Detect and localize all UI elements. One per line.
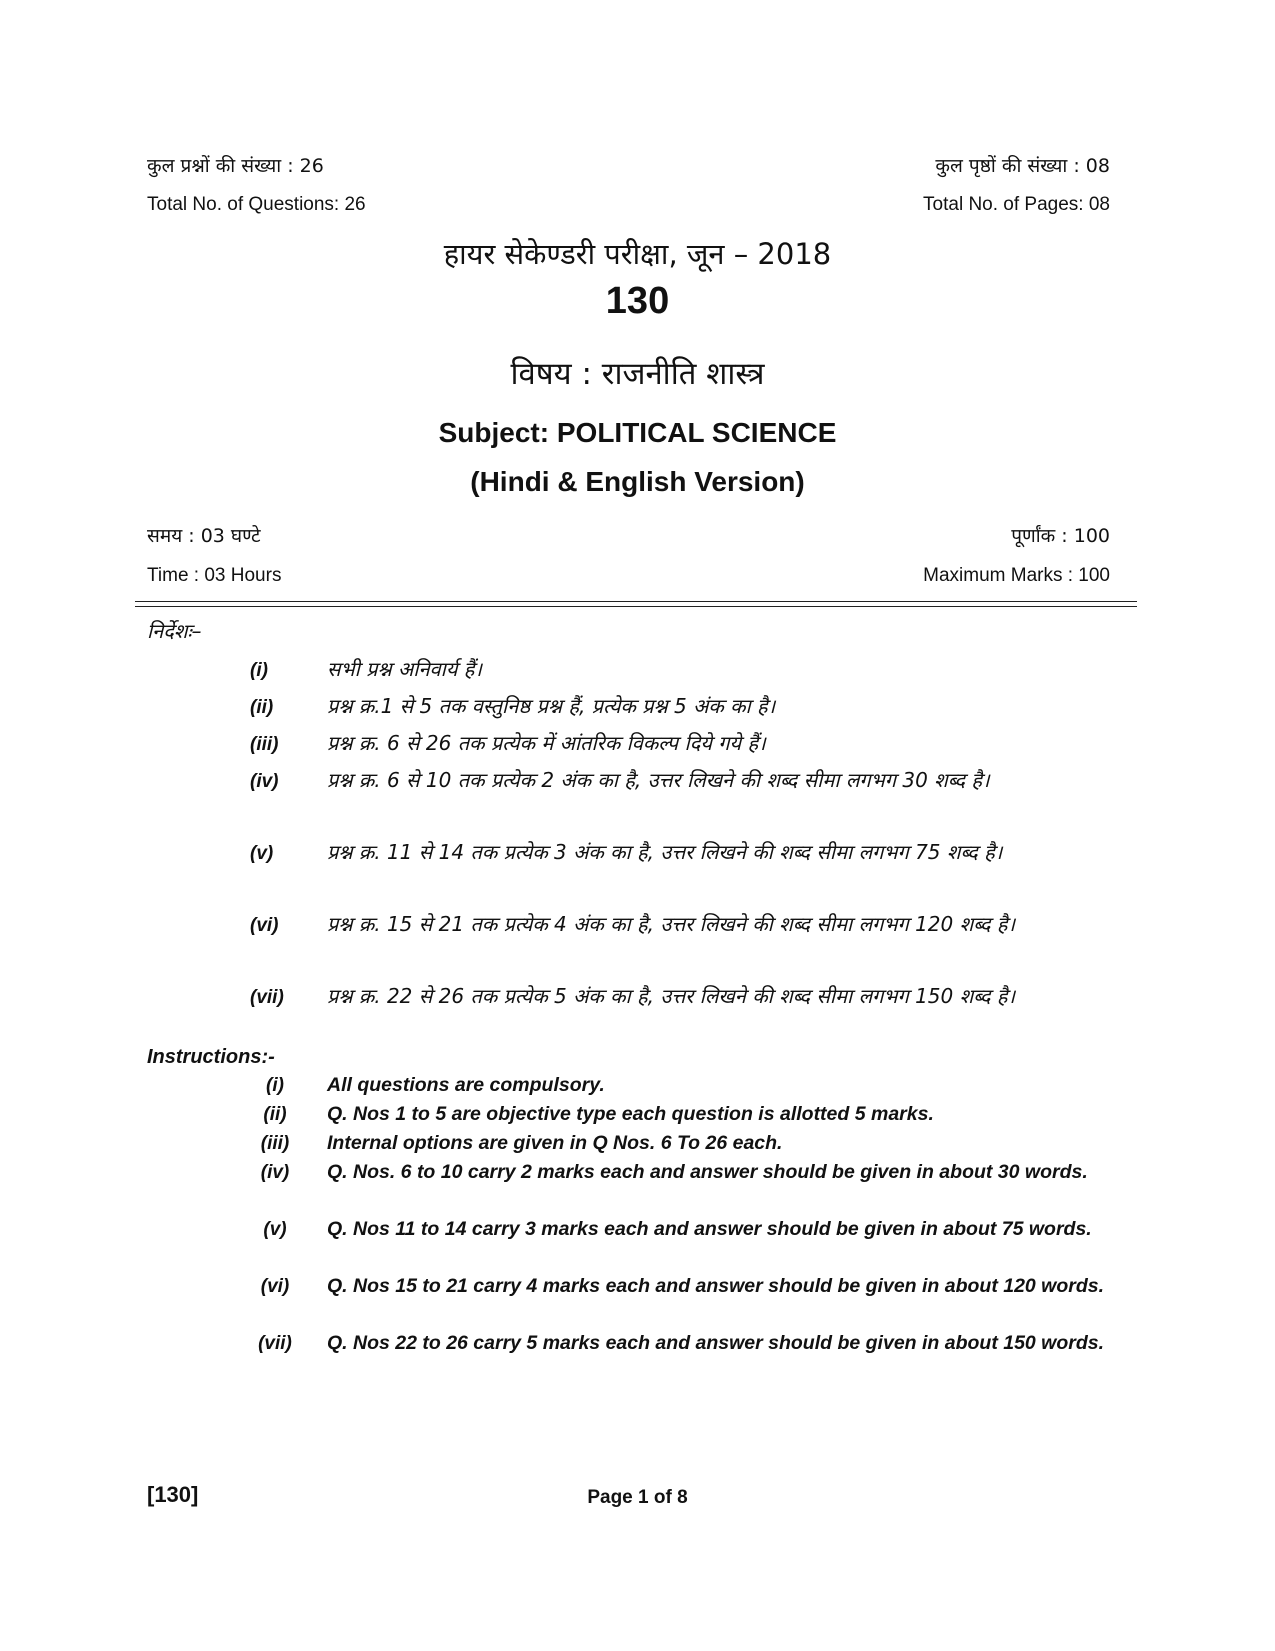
list-item-number: (vi) (250, 915, 279, 936)
total-questions-en: Total No. of Questions: 26 (147, 194, 366, 215)
list-item-text: प्रश्न क्र. 11 से 14 तक प्रत्येक 3 अंक का है, उत्तर लिखने की शब्द सीमा लगभग 75 शब्द है। (327, 840, 1003, 864)
list-item-number: (v) (250, 843, 274, 864)
exam-title-hi: हायर सेकेण्डरी परीक्षा, जून – 2018 (443, 237, 832, 271)
version-note: (Hindi & English Version) (470, 466, 805, 497)
list-item-number: (iv) (260, 1162, 290, 1183)
paper-code: 130 (605, 280, 670, 322)
total-questions-hi: कुल प्रश्नों की संख्या : 26 (147, 155, 324, 177)
total-pages-en: Total No. of Pages: 08 (923, 194, 1110, 215)
list-item-number: (vii) (258, 1333, 292, 1354)
time-en: Time : 03 Hours (147, 565, 282, 586)
list-item-number: (iv) (250, 771, 279, 792)
list-item-text: प्रश्न क्र. 6 से 26 तक प्रत्येक में आंतरिक विकल्प दिये गये हैं। (327, 731, 766, 755)
list-item-text: Q. Nos. 6 to 10 carry 2 marks each and answer should be given in about 30 words. (327, 1161, 1088, 1183)
list-item-text: Internal options are given in Q Nos. 6 To 26 each. (327, 1132, 783, 1154)
divider-line (135, 601, 1137, 602)
list-item-number: (i) (250, 660, 268, 681)
subject-hi: विषय : राजनीति शास्त्र (510, 356, 765, 392)
list-item-text: All questions are compulsory. (327, 1074, 605, 1096)
list-item-number: (v) (263, 1219, 287, 1240)
list-item-text: Q. Nos 15 to 21 carry 4 marks each and answer should be given in about 120 words. (327, 1275, 1105, 1297)
list-item-text: प्रश्न क्र.1 से 5 तक वस्तुनिष्ठ प्रश्न हैं, प्रत्येक प्रश्न 5 अंक का है। (327, 694, 776, 718)
list-item-text: प्रश्न क्र. 6 से 10 तक प्रत्येक 2 अंक का है, उत्तर लिखने की शब्द सीमा लगभग 30 शब्द है। (327, 768, 990, 792)
list-item-number: (ii) (263, 1104, 287, 1125)
list-item-text: Q. Nos 1 to 5 are objective type each question is allotted 5 marks. (327, 1103, 934, 1125)
max-marks-hi: पूर्णांक : 100 (1011, 525, 1110, 547)
list-item-text: प्रश्न क्र. 15 से 21 तक प्रत्येक 4 अंक का है, उत्तर लिखने की शब्द सीमा लगभग 120 शब्द है। (327, 912, 1016, 936)
divider-line-double (135, 606, 1137, 607)
list-item-number: (iii) (260, 1133, 290, 1154)
list-item-number: (vi) (260, 1276, 290, 1297)
time-hi: समय : 03 घण्टे (147, 525, 261, 547)
instructions-label-en: Instructions:- (147, 1046, 275, 1068)
page-number: Page 1 of 8 (587, 1487, 688, 1508)
list-item-number: (iii) (250, 734, 279, 755)
footer-paper-code: [130] (147, 1482, 199, 1507)
subject-en: Subject: POLITICAL SCIENCE (438, 417, 837, 448)
list-item-number: (i) (266, 1075, 284, 1096)
max-marks-en: Maximum Marks : 100 (923, 565, 1110, 586)
list-item-text: Q. Nos 11 to 14 carry 3 marks each and answer should be given in about 75 words. (327, 1218, 1092, 1240)
list-item-number: (vii) (250, 987, 284, 1008)
list-item-text: Q. Nos 22 to 26 carry 5 marks each and answer should be given in about 150 words. (327, 1332, 1105, 1354)
instructions-label-hi: निर्देशः– (147, 619, 202, 643)
list-item-text: प्रश्न क्र. 22 से 26 तक प्रत्येक 5 अंक का है, उत्तर लिखने की शब्द सीमा लगभग 150 शब्द है। (327, 984, 1016, 1008)
list-item-number: (ii) (250, 697, 274, 718)
total-pages-hi: कुल पृष्ठों की संख्या : 08 (935, 155, 1110, 177)
list-item-text: सभी प्रश्न अनिवार्य हैं। (327, 657, 483, 681)
